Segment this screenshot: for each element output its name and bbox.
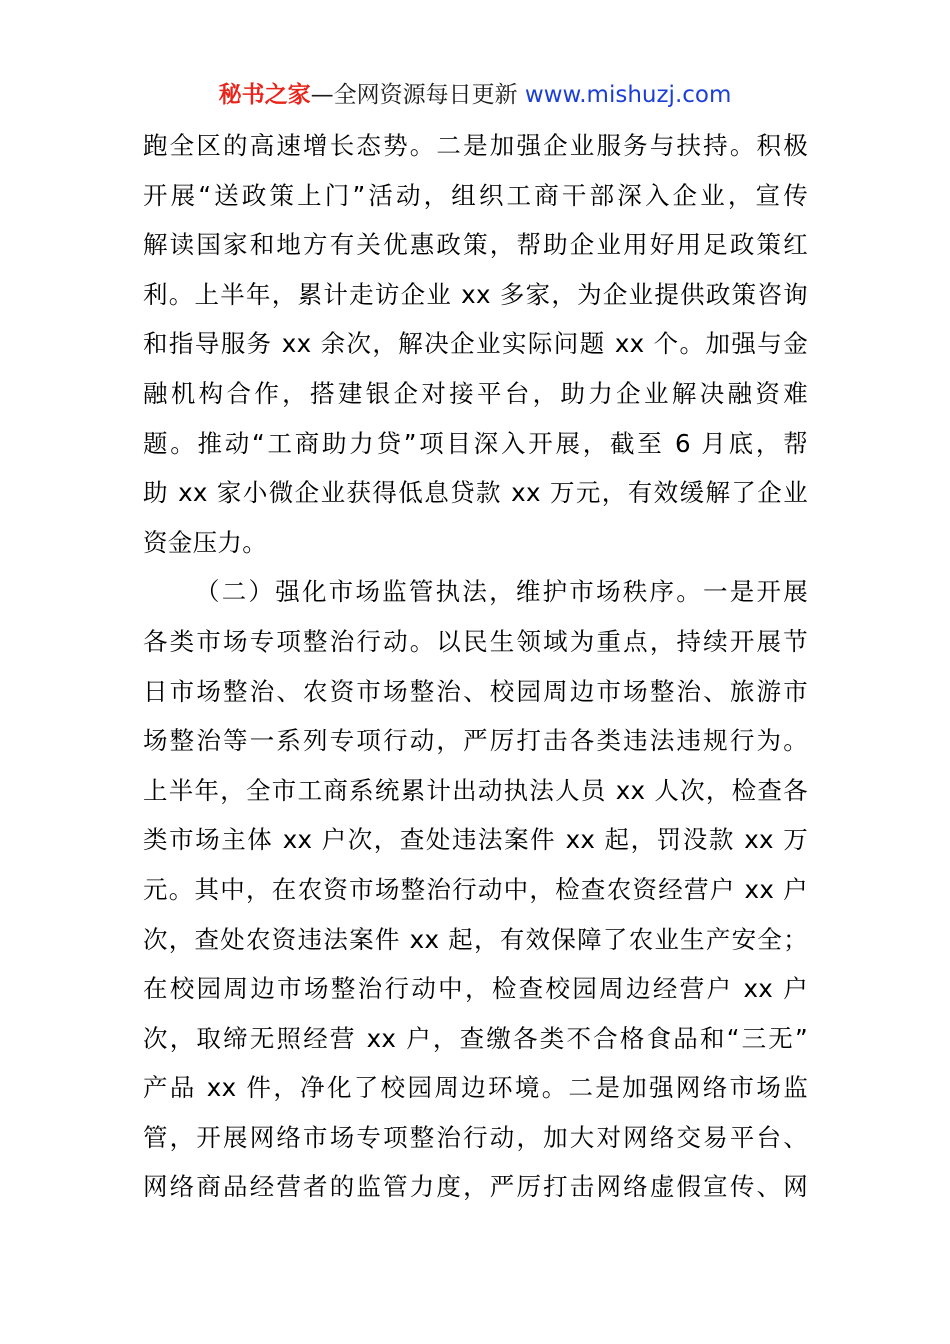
page-header bbox=[0, 78, 950, 112]
header-url-link[interactable]: www.mishuzj.com bbox=[524, 82, 732, 108]
text-line: 次，取缔无照经营 xx 户，查缴各类不合格食品和“三无” bbox=[143, 1023, 808, 1053]
text-line: 和指导服务 xx 余次，解决企业实际问题 xx 个。加强与金 bbox=[143, 329, 808, 359]
text-line: 上半年，全市工商系统累计出动执法人员 xx 人次，检查各 bbox=[143, 775, 808, 805]
text-line: 开展“送政策上门”活动，组织工商干部深入企业，宣传 bbox=[143, 180, 808, 210]
text-line: 元。其中，在农资市场整治行动中，检查农资经营户 xx 户 bbox=[143, 874, 808, 904]
paragraph-end-line: 资金压力。 bbox=[143, 527, 267, 557]
text-line: 利。上半年，累计走访企业 xx 多家，为企业提供政策咨询 bbox=[143, 279, 808, 309]
text-line: 解读国家和地方有关优惠政策，帮助企业用好用足政策红 bbox=[143, 230, 808, 260]
text-line: 跑全区的高速增长态势。二是加强企业服务与扶持。积极 bbox=[143, 131, 808, 160]
text-line: 场整治等一系列专项行动，严厉打击各类违法违规行为。 bbox=[143, 726, 808, 756]
text-line: 次，查处农资违法案件 xx 起，有效保障了农业生产安全； bbox=[143, 924, 808, 954]
header-tagline: —全网资源每日更新 bbox=[310, 82, 518, 108]
header-brand: 秘书之家 bbox=[218, 82, 311, 108]
text-line: 各类市场专项整治行动。以民生领域为重点，持续开展节 bbox=[143, 626, 808, 656]
text-line: 类市场主体 xx 户次，查处违法案件 xx 起，罚没款 xx 万 bbox=[143, 825, 808, 855]
text-line: 在校园周边市场整治行动中，检查校园周边经营户 xx 户 bbox=[143, 974, 808, 1004]
document-body bbox=[143, 121, 808, 1212]
section-heading-line: （二）强化市场监管执法，维护市场秩序。一是开展 bbox=[195, 577, 808, 607]
text-line: 题。推动“工商助力贷”项目深入开展，截至 6 月底，帮 bbox=[143, 428, 808, 458]
text-line: 日市场整治、农资市场整治、校园周边市场整治、旅游市 bbox=[143, 676, 808, 706]
text-line: 助 xx 家小微企业获得低息贷款 xx 万元，有效缓解了企业 bbox=[143, 478, 808, 508]
text-line: 网络商品经营者的监管力度，严厉打击网络虚假宣传、网 bbox=[143, 1172, 808, 1202]
text-line: 融机构合作，搭建银企对接平台，助力企业解决融资难 bbox=[143, 378, 808, 408]
text-line: 产品 xx 件，净化了校园周边环境。二是加强网络市场监 bbox=[143, 1073, 808, 1103]
text-line: 管，开展网络市场专项整治行动，加大对网络交易平台、 bbox=[143, 1122, 808, 1152]
